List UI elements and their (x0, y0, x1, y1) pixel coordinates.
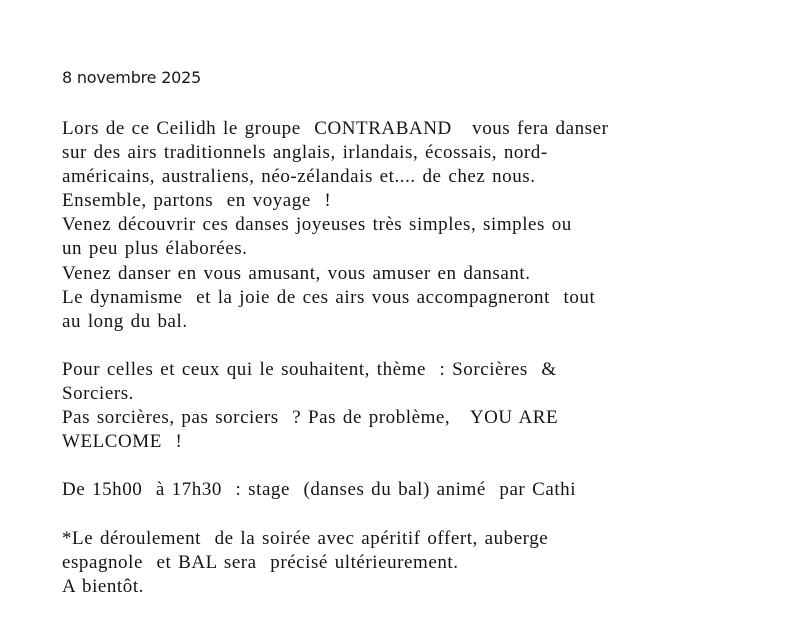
paragraph-theme (62, 358, 762, 454)
text-line: un peu plus élaborées. (62, 238, 248, 260)
text-line: Ensemble, partons en voyage ! (62, 190, 332, 212)
paragraph-details (62, 527, 762, 599)
text-line: Pour celles et ceux qui le souhaitent, thème : Sorcières & (62, 358, 557, 380)
text-line: Pas sorcières, pas sorciers ? Pas de problème, YOU ARE (62, 407, 559, 429)
text-line: Le dynamisme et la joie de ces airs vous accompagneront tout (62, 286, 596, 308)
text-line: Sorciers. (62, 383, 134, 405)
text-line: De 15h00 à 17h30 : stage (danses du bal) animé par Cathi (62, 479, 577, 501)
text-line: espagnole et BAL sera précisé ultérieurement. (62, 551, 459, 573)
text-line: A bientôt. (62, 575, 144, 597)
text-line: américains, australiens, néo-zélandais et.... de chez nous. (62, 166, 536, 188)
announcement-body (62, 117, 762, 599)
paragraph-spacer (62, 334, 762, 358)
paragraph-spacer (62, 454, 762, 478)
text-line: sur des airs traditionnels anglais, irlandais, écossais, nord- (62, 142, 548, 164)
text-line: *Le déroulement de la soirée avec apéritif offert, auberge (62, 527, 549, 549)
paragraph-spacer (62, 503, 762, 527)
paragraph-intro (62, 117, 762, 334)
paragraph-schedule (62, 478, 762, 502)
text-line: Venez danser en vous amusant, vous amuser en dansant. (62, 262, 531, 284)
event-date: 8 novembre 2025 (62, 68, 202, 87)
text-line: Venez découvrir ces danses joyeuses très simples, simples ou (62, 214, 572, 236)
text-line: WELCOME ! (62, 431, 183, 453)
text-line: Lors de ce Ceilidh le groupe CONTRABAND vous fera danser (62, 118, 609, 139)
text-line: au long du bal. (62, 310, 188, 332)
